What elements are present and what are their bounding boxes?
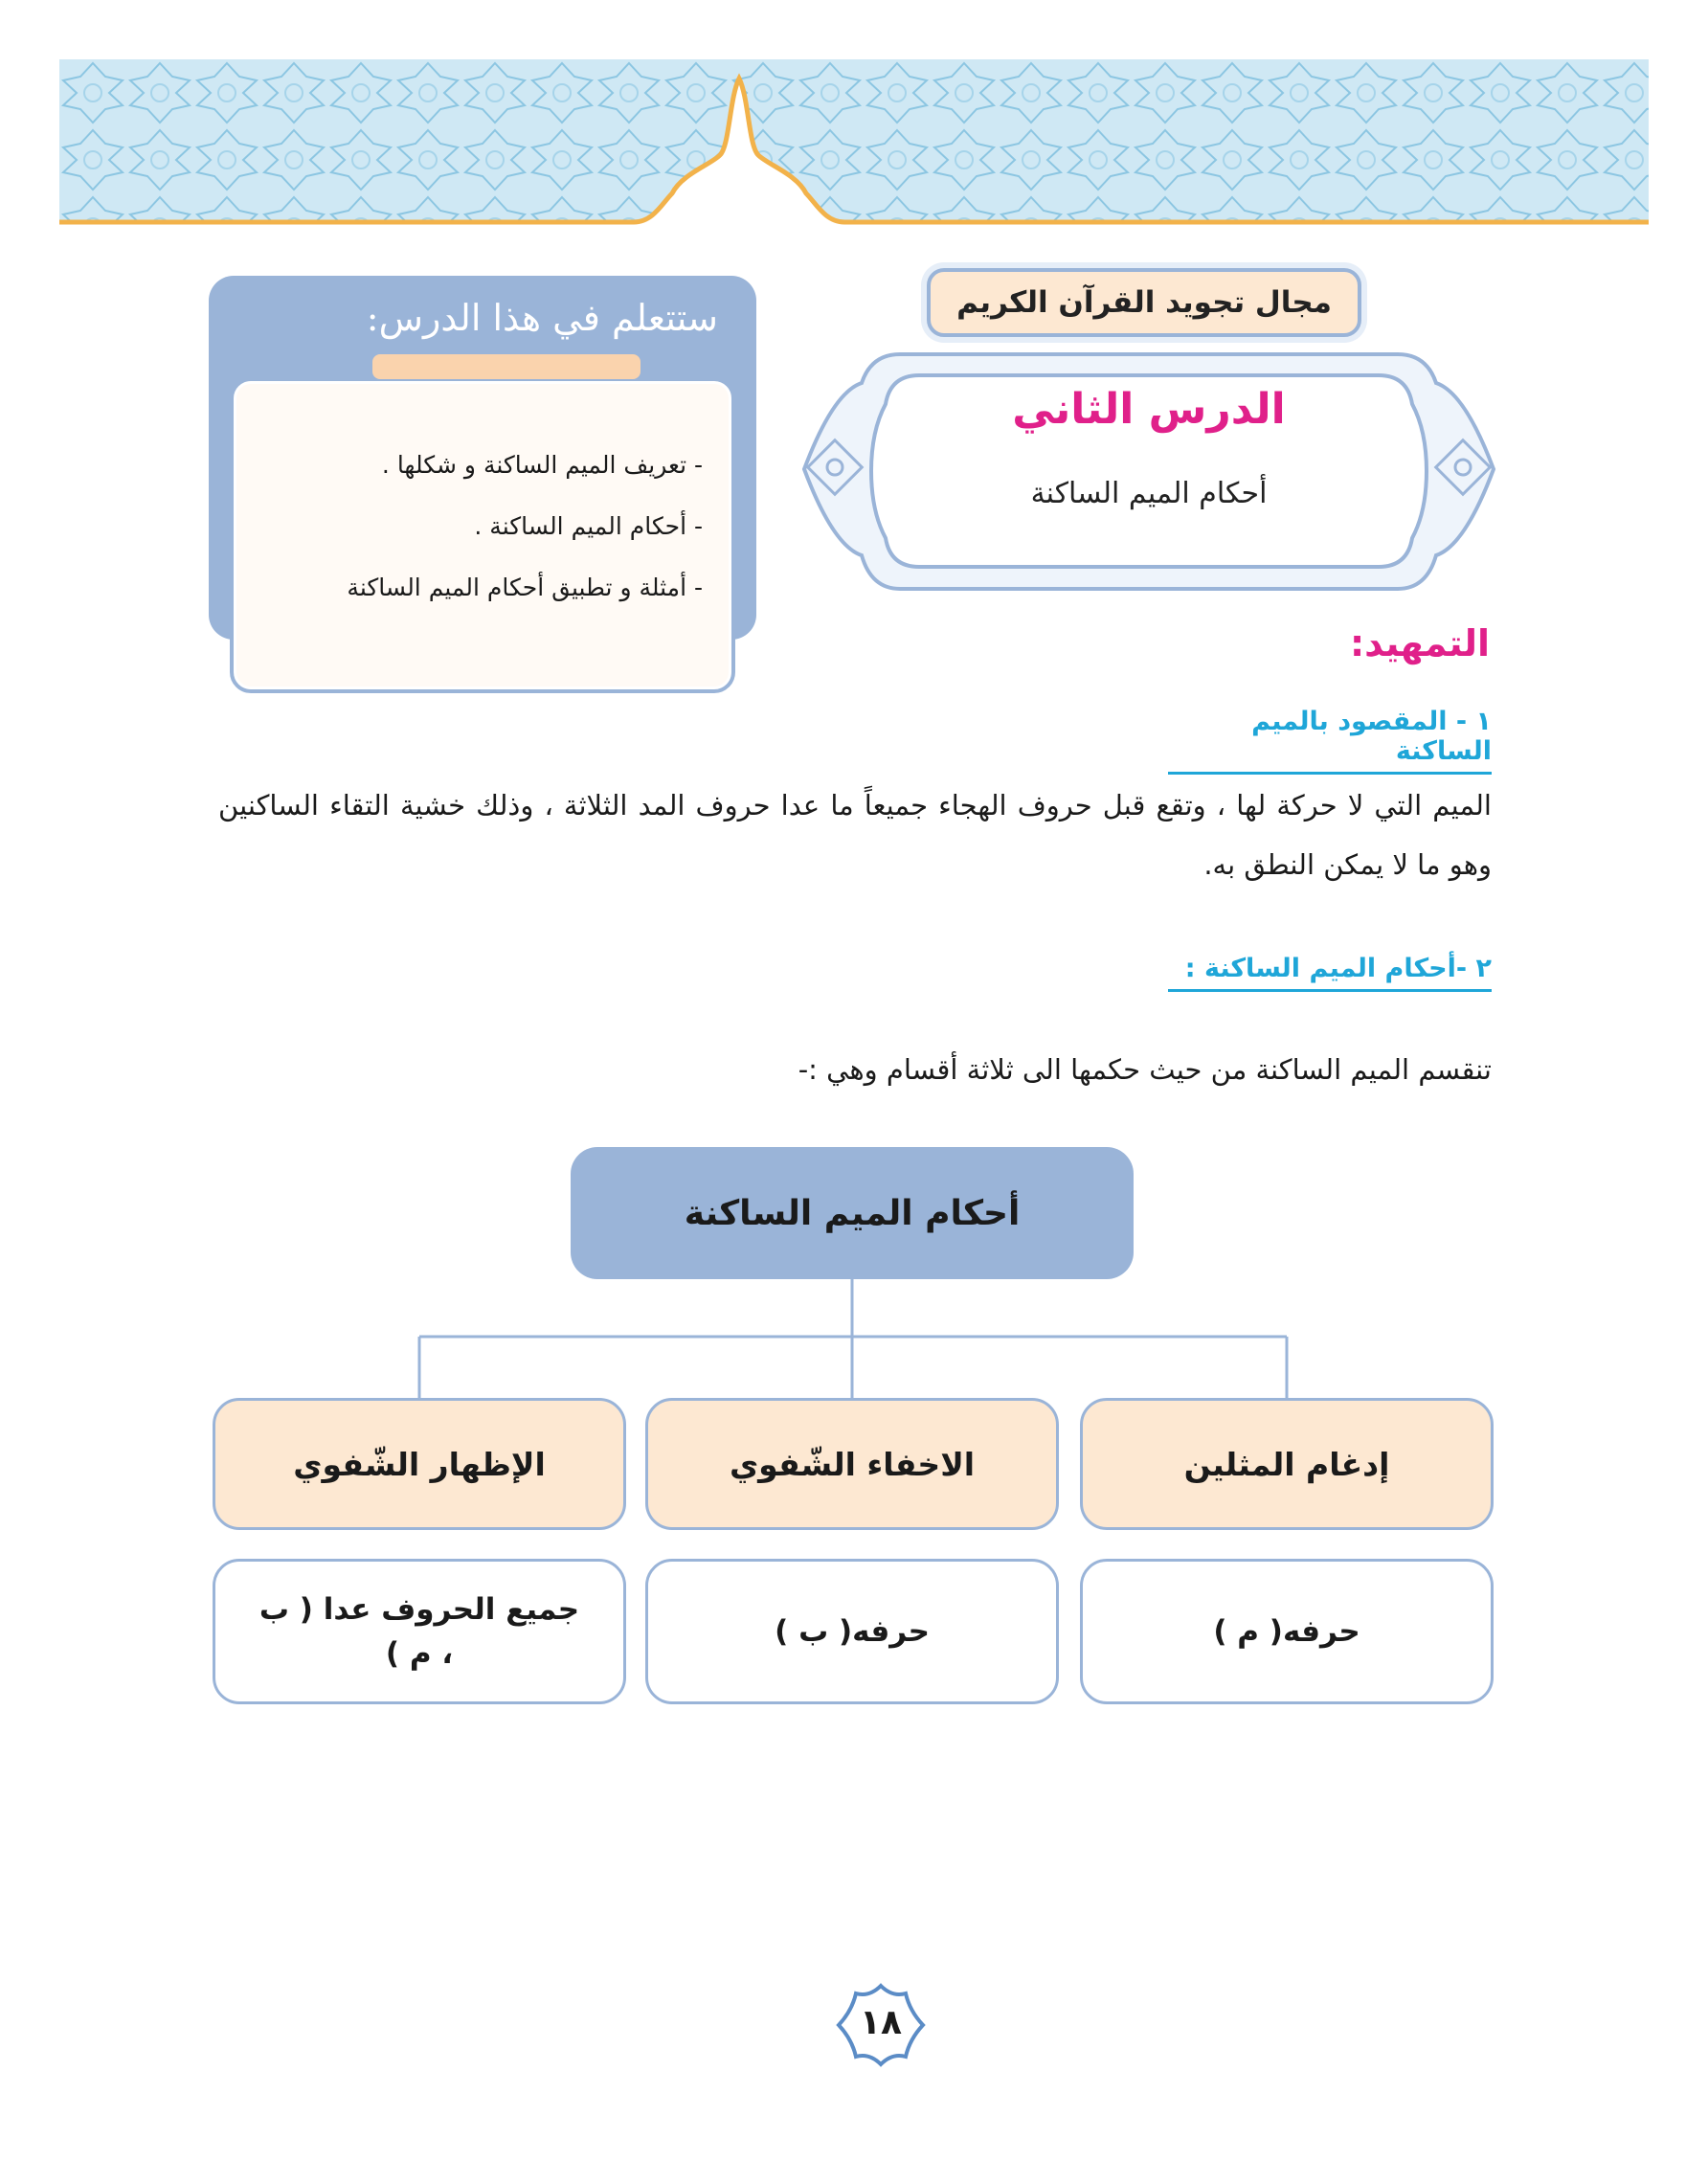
lesson-frame	[795, 335, 1503, 608]
lesson-subtitle: أحكام الميم الساكنة	[1030, 477, 1268, 510]
decorative-pill	[372, 354, 640, 379]
header-pattern-icon	[59, 59, 1649, 236]
tree-root: أحكام الميم الساكنة	[571, 1147, 1134, 1279]
section-heading-definition: ١ - المقصود بالميم الساكنة	[1168, 707, 1492, 775]
objectives-box	[230, 377, 735, 693]
section-heading-rules: ٢ -أحكام الميم الساكنة :	[1168, 954, 1492, 992]
objective-item: - تعريف الميم الساكنة و شكلها .	[381, 451, 703, 479]
definition-paragraph: الميم التي لا حركة لها ، وتقع قبل حروف الهجاء جميعاً ما عدا حروف المد الثلاثة ، وذلك خشية التقاء الساكنين وهو ما لا يمكن النطق به.	[218, 789, 1492, 881]
objectives-list	[347, 435, 703, 619]
page-number	[835, 1982, 927, 2068]
objective-item: - أحكام الميم الساكنة .	[474, 512, 703, 540]
objectives-title: ستتعلم في هذا الدرس:	[366, 297, 718, 339]
lesson-title: الدرس الثاني	[1012, 385, 1286, 434]
letters-ikhfa: حرفه( ب )	[645, 1559, 1059, 1704]
intro-heading: التمهيد:	[1349, 622, 1490, 664]
rule-idgham: إدغام المثلين	[1080, 1398, 1494, 1530]
header-banner	[59, 59, 1649, 236]
letters-izhar: جميع الحروف عدا ( ب ، م )	[213, 1559, 626, 1704]
ornamental-frame-icon	[795, 335, 1503, 608]
rule-ikhfa: الاخفاء الشّفوي	[645, 1398, 1059, 1530]
objective-item: - أمثلة و تطبيق أحكام الميم الساكنة	[347, 574, 703, 601]
page-number-text: ١٨	[860, 2003, 902, 2042]
rules-intro-paragraph: تنقسم الميم الساكنة من حيث حكمها الى ثلاثة أقسام وهي :-	[798, 1053, 1492, 1086]
rule-izhar: الإظهار الشّفوي	[213, 1398, 626, 1530]
objectives-card	[209, 276, 756, 640]
letters-idgham: حرفه( م )	[1080, 1559, 1494, 1704]
domain-tag: مجال تجويد القرآن الكريم	[927, 268, 1361, 337]
